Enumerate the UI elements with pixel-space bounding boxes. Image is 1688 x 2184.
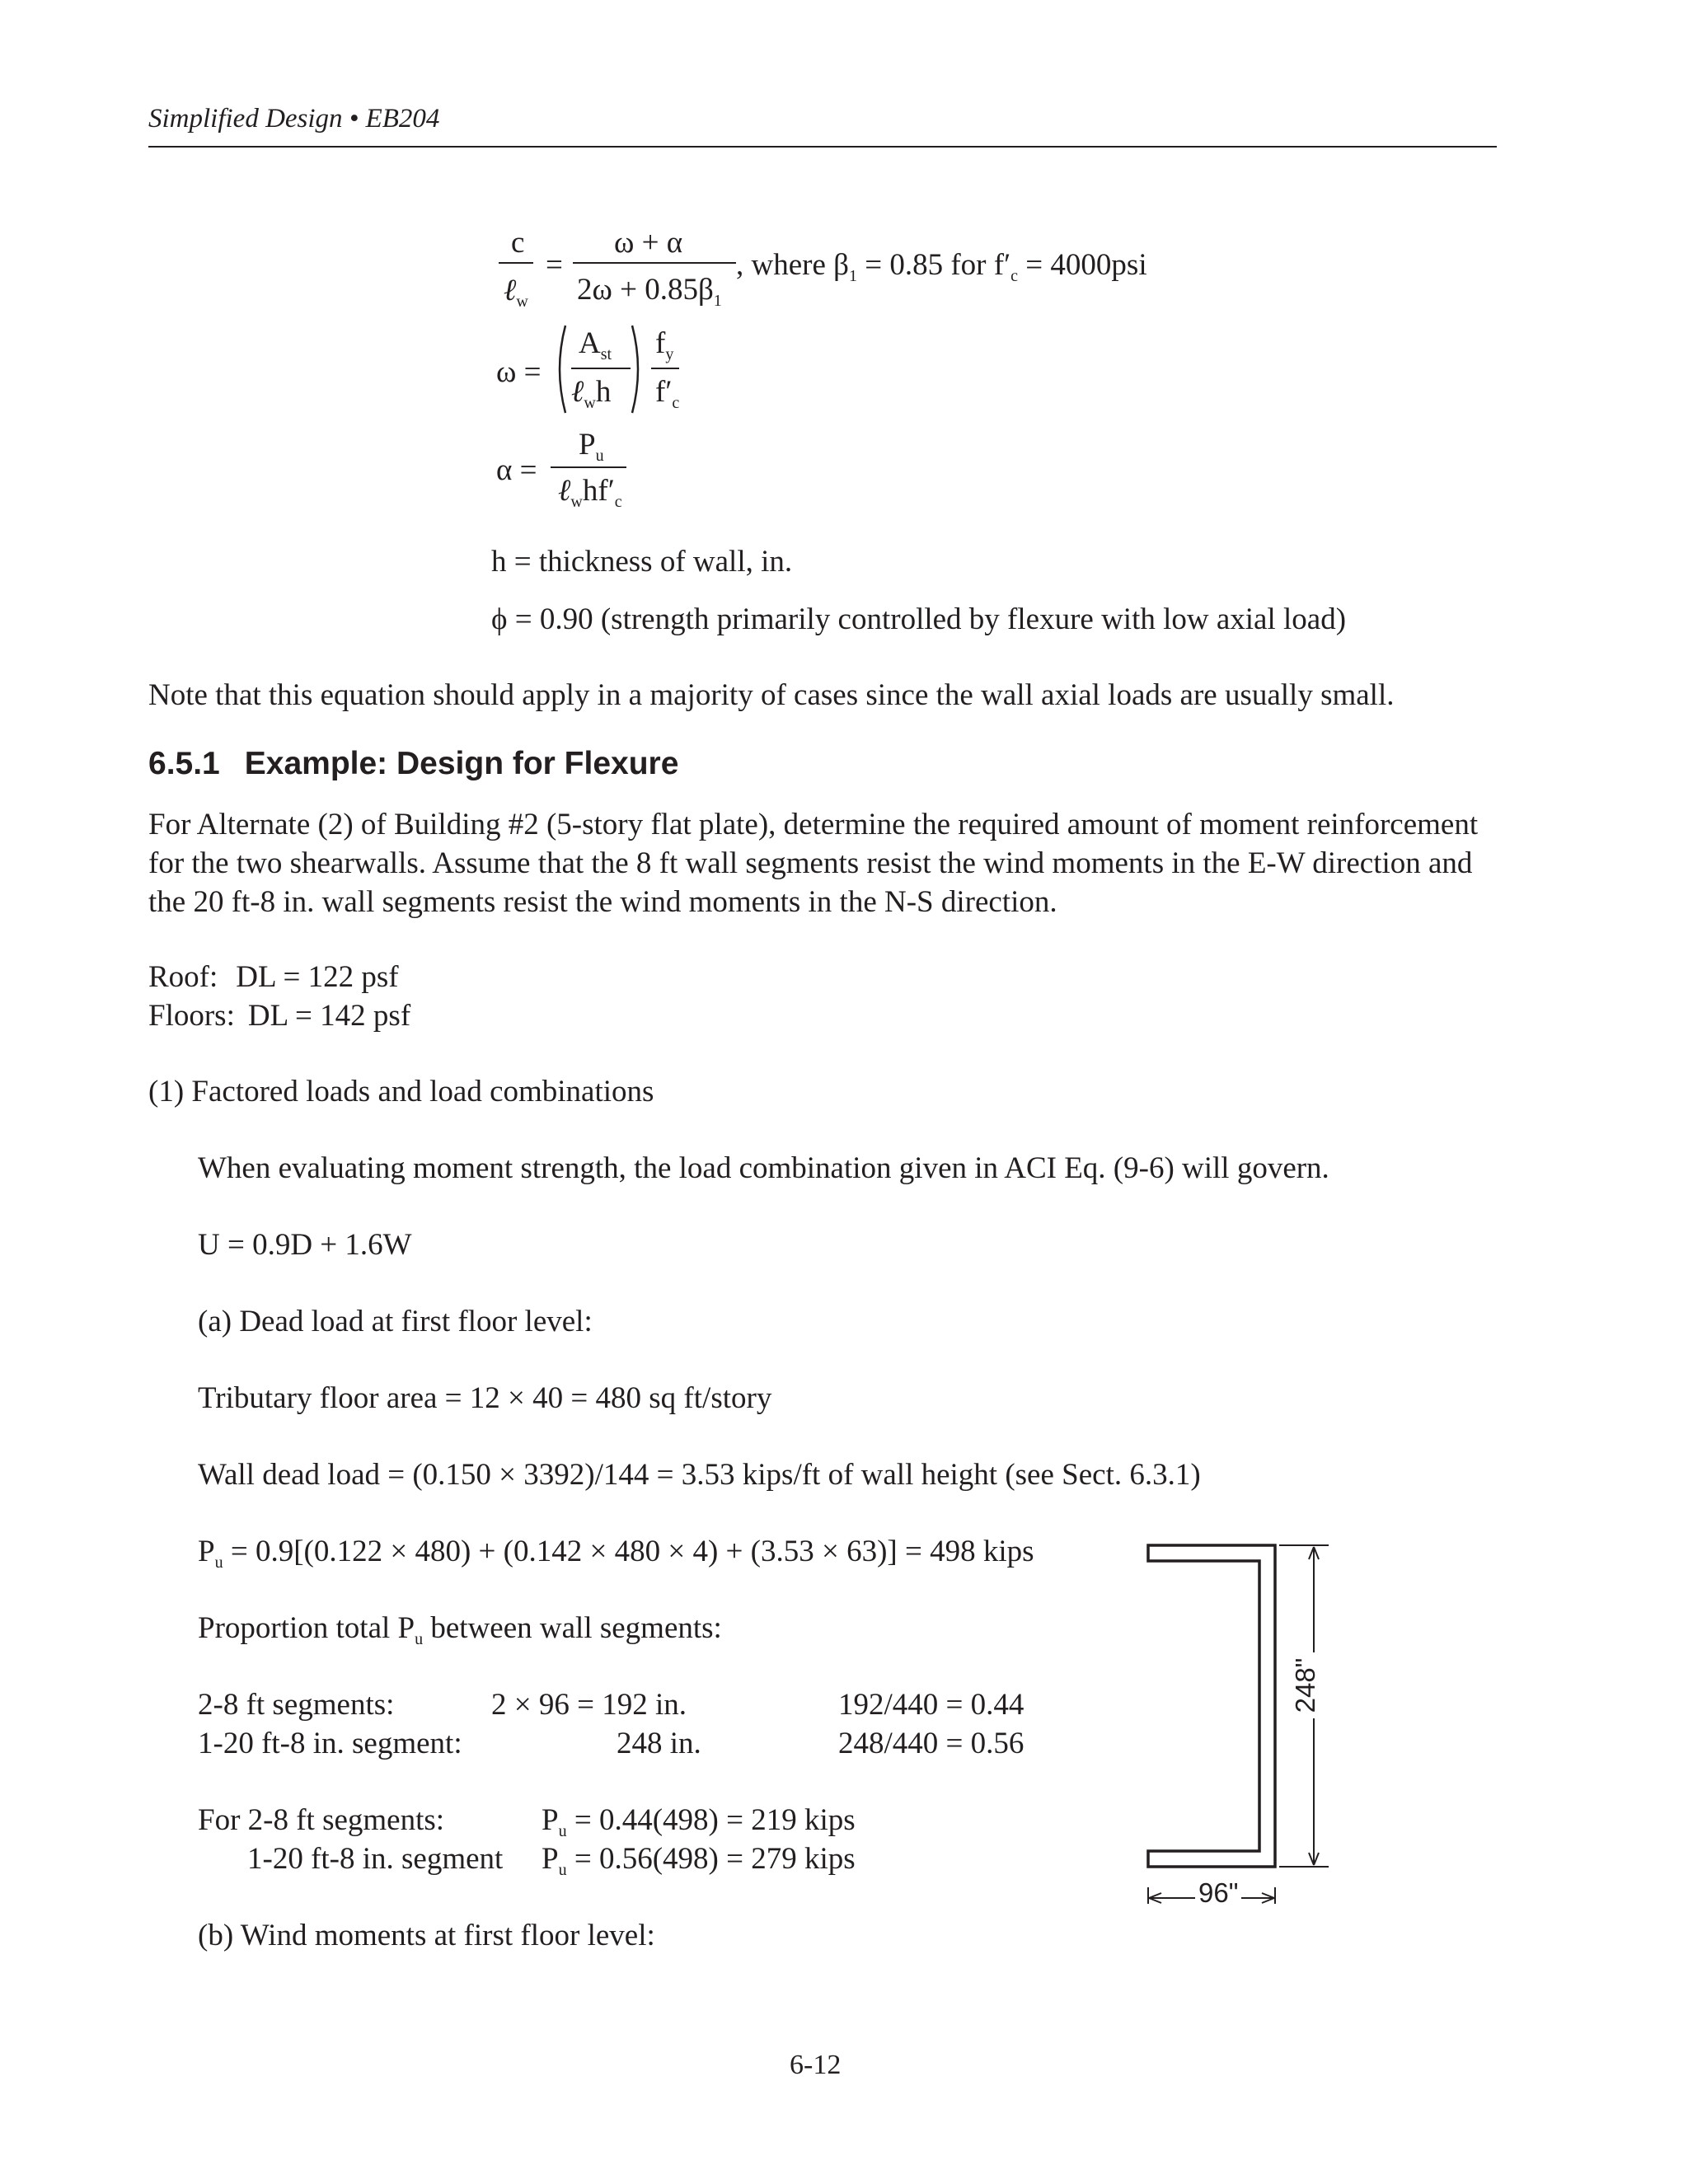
- h-symbol: h: [595, 375, 612, 409]
- omega-lw-h: [571, 377, 611, 411]
- pu-subscript: u: [595, 447, 604, 465]
- pu-subscript: u: [214, 1554, 223, 1572]
- roof-label: Roof:: [148, 960, 218, 994]
- where-rest: = 0.85 for f: [856, 248, 1005, 282]
- floors-load: [148, 1001, 410, 1031]
- intro-line-3: the 20 ft-8 in. wall segments resist the wind moments in the N-S direction.: [148, 885, 1057, 919]
- right-paren-icon: [629, 324, 645, 415]
- eq1-lhs-numerator: c: [511, 226, 525, 260]
- h-definition: h = thickness of wall, in.: [491, 545, 793, 579]
- fc-subscript: c: [1010, 267, 1019, 285]
- pu-subscript: u: [558, 1861, 567, 1879]
- omega-inner-fraction-bar: [571, 368, 631, 369]
- omega-outer-fraction-bar: [651, 368, 679, 369]
- header-rule: [148, 146, 1497, 148]
- pu-equation: [198, 1536, 1034, 1571]
- eq1-equals: =: [546, 248, 563, 282]
- section-number: 6.5.1: [148, 746, 220, 781]
- seg-row-2-calc: 248 in.: [617, 1727, 701, 1760]
- u-equation: U = 0.9D + 1.6W: [198, 1228, 412, 1262]
- ast-subscript: st: [600, 345, 612, 363]
- height-label: 248": [1290, 1652, 1321, 1718]
- for-row-2-value: [542, 1844, 856, 1878]
- pu-rest: = 0.9[(0.122 × 480) + (0.142 × 480 × 4) + (3.53 × 63)] = 498 kips: [223, 1535, 1034, 1568]
- shearwall-outline: [1148, 1545, 1275, 1867]
- seg-row-1-ratio: 192/440 = 0.44: [838, 1688, 1025, 1722]
- omega-fy: [655, 328, 673, 363]
- proportion-post: between wall segments:: [423, 1611, 722, 1645]
- page-number: 6-12: [790, 2050, 842, 2080]
- fy-subscript: y: [665, 345, 674, 363]
- step-1-text: When evaluating moment strength, the load combination given in ACI Eq. (9-6) will govern.: [198, 1151, 1329, 1185]
- wall-dead-load: Wall dead load = (0.150 × 3392)/144 = 3.53 kips/ft of wall height (see Sect. 6.3.1): [198, 1458, 1201, 1492]
- omega-ast: [579, 328, 612, 363]
- note-paragraph: Note that this equation should apply in a majority of cases since the wall axial loads are usually small.: [148, 678, 1395, 712]
- seg-row-2-label: 1-20 ft-8 in. segment:: [198, 1727, 462, 1760]
- proportion-pre: Proportion total P: [198, 1611, 415, 1645]
- subscript-w: w: [584, 394, 596, 412]
- alpha-fraction-bar: [551, 466, 626, 468]
- running-header: Simplified Design • EB204: [148, 104, 440, 134]
- roof-value: DL = 122 psf: [236, 960, 399, 994]
- pu-subscript: u: [558, 1822, 567, 1840]
- pu-P: P: [542, 1803, 559, 1837]
- width-label: 96": [1195, 1877, 1241, 1909]
- eq1-den-text: 2ω + 0.85β: [577, 273, 714, 307]
- pu-subscript: u: [415, 1630, 424, 1648]
- seg-row-1-label: 2-8 ft segments:: [198, 1688, 395, 1722]
- seg-row-2-ratio: 248/440 = 0.56: [838, 1727, 1025, 1760]
- step-a-heading: (a) Dead load at first floor level:: [198, 1305, 593, 1338]
- beta-subscript: 1: [848, 267, 857, 285]
- for-row-1-rest: = 0.44(498) = 219 kips: [566, 1803, 856, 1837]
- fc-subscript: c: [614, 493, 622, 511]
- subscript-1: 1: [713, 292, 722, 310]
- floors-label: Floors:: [148, 999, 235, 1033]
- ell-symbol: ℓ: [571, 375, 584, 409]
- shearwall-diagram: [1137, 1533, 1352, 1904]
- for-row-1-label: For 2-8 ft segments:: [198, 1803, 445, 1837]
- intro-line-2: for the two shearwalls. Assume that the 8 ft wall segments resist the wind moments in the E-W direction and: [148, 846, 1473, 880]
- alpha-numerator: [579, 429, 604, 464]
- alpha-lhs: α =: [496, 453, 537, 487]
- omega-lhs: ω =: [496, 355, 542, 389]
- eq1-lhs-fraction-bar: [499, 262, 533, 264]
- eq1-lhs-denominator: [504, 275, 528, 310]
- where-text: , where β: [736, 248, 849, 282]
- hfc-text: hf′: [582, 474, 615, 508]
- phi-definition: ϕ = 0.90 (strength primarily controlled by flexure with low axial load): [491, 602, 1347, 636]
- for-row-2-label: 1-20 ft-8 in. segment: [247, 1842, 504, 1876]
- pu-P: P: [579, 428, 596, 462]
- roof-load: [148, 962, 399, 992]
- for-row-2-rest: = 0.56(498) = 279 kips: [566, 1842, 856, 1876]
- intro-line-1: For Alternate (2) of Building #2 (5-story flat plate), determine the required amount of moment reinforcement: [148, 808, 1479, 841]
- where-end: = 4000psi: [1018, 248, 1147, 282]
- fc-subscript: c: [672, 394, 680, 412]
- section-heading: [148, 746, 678, 782]
- for-row-1-value: [542, 1805, 856, 1840]
- step-b-heading: (b) Wind moments at first floor level:: [198, 1919, 655, 1952]
- fc-f: f′: [655, 375, 673, 409]
- fy-f: f: [655, 326, 666, 360]
- alpha-denominator: [558, 476, 622, 510]
- ell-symbol: ℓ: [504, 274, 517, 307]
- eq1-fraction-bar: [573, 262, 736, 264]
- omega-fc: [655, 377, 679, 411]
- left-paren-icon: [552, 324, 569, 415]
- section-title: Example: Design for Flexure: [244, 746, 679, 781]
- floors-value: DL = 142 psf: [247, 999, 411, 1033]
- ast-A: A: [579, 326, 601, 360]
- pu-P: P: [198, 1535, 215, 1568]
- proportion-line: [198, 1613, 722, 1647]
- step-1-heading: (1) Factored loads and load combinations: [148, 1075, 654, 1108]
- eq1-numerator: ω + α: [614, 226, 683, 260]
- pu-P: P: [542, 1842, 559, 1876]
- subscript-w: w: [570, 493, 583, 511]
- ell-symbol: ℓ: [558, 474, 571, 508]
- tributary-area: Tributary floor area = 12 × 40 = 480 sq ft/story: [198, 1381, 772, 1415]
- subscript-w: w: [516, 293, 528, 311]
- eq1-denominator: [577, 274, 722, 309]
- eq1-where-clause: [736, 250, 1147, 284]
- prime-mark: ′: [1004, 248, 1011, 282]
- seg-row-1-calc: 2 × 96 = 192 in.: [491, 1688, 687, 1722]
